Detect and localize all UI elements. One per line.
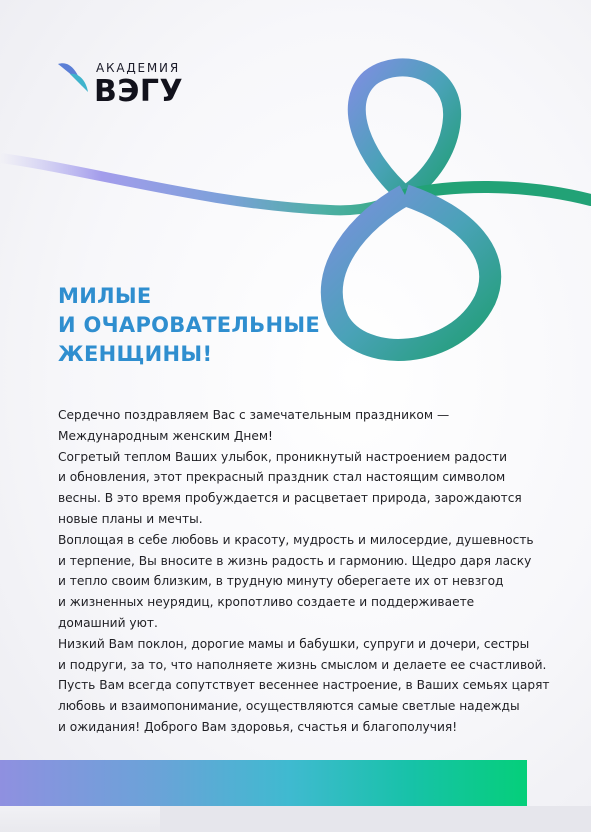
body-line: и жизненных неурядиц, кропотливо создаете и поддерживаете [58, 595, 475, 610]
body-line: Международным женским Днем! [58, 428, 273, 443]
headline-line: ЖЕНЩИНЫ! [58, 342, 213, 366]
body-line: Сердечно поздравляем Вас с замечательным праздником — [58, 408, 450, 422]
body-line: Пусть Вам всегда сопутствует весеннее настроение, в Ваших семьях царят [58, 678, 550, 693]
academy-logo[interactable] [56, 58, 206, 114]
bottom-panel [160, 806, 591, 832]
headline-line: И ОЧАРОВАТЕЛЬНЫЕ [58, 313, 321, 337]
body-line: любовь и взаимопонимание, осуществляются самые светлые надежды [58, 699, 520, 714]
logo-main-word: ВЭГУ [94, 74, 184, 109]
greeting-body-text [58, 405, 550, 738]
greeting-headline [58, 282, 320, 369]
gradient-band [0, 760, 527, 806]
body-line: домашний уют. [58, 615, 158, 630]
wave-logo-icon [56, 58, 96, 98]
body-line: и ожидания! Доброго Вам здоровья, счастья и благополучия! [58, 719, 458, 734]
body-line: и обновления, этот прекрасный праздник стал настоящим символом [58, 470, 506, 485]
body-line: Согретый теплом Ваших улыбок, проникнутый настроением радости [58, 449, 507, 464]
body-line: и подруги, за то, что наполняете жизнь смыслом и делаете ее счастливой. [58, 657, 547, 672]
body-line: и тепло своим близким, в трудную минуту оберегаете их от невзгод [58, 574, 504, 589]
body-line: Воплощая в себе любовь и красоту, мудрость и милосердие, душевность [58, 532, 534, 547]
logo-top-word: АКАДЕМИЯ [96, 61, 180, 75]
body-line: Низкий Вам поклон, дорогие мамы и бабушки, супруги и дочери, сестры [58, 636, 530, 651]
body-line: и терпение, Вы вносите в жизнь радость и гармонию. Щедро даря ласку [58, 553, 532, 568]
body-line: весны. В это время пробуждается и расцветает природа, зарождаются [58, 491, 522, 506]
body-line: новые планы и мечты. [58, 511, 203, 526]
headline-line: МИЛЫЕ [58, 284, 152, 308]
